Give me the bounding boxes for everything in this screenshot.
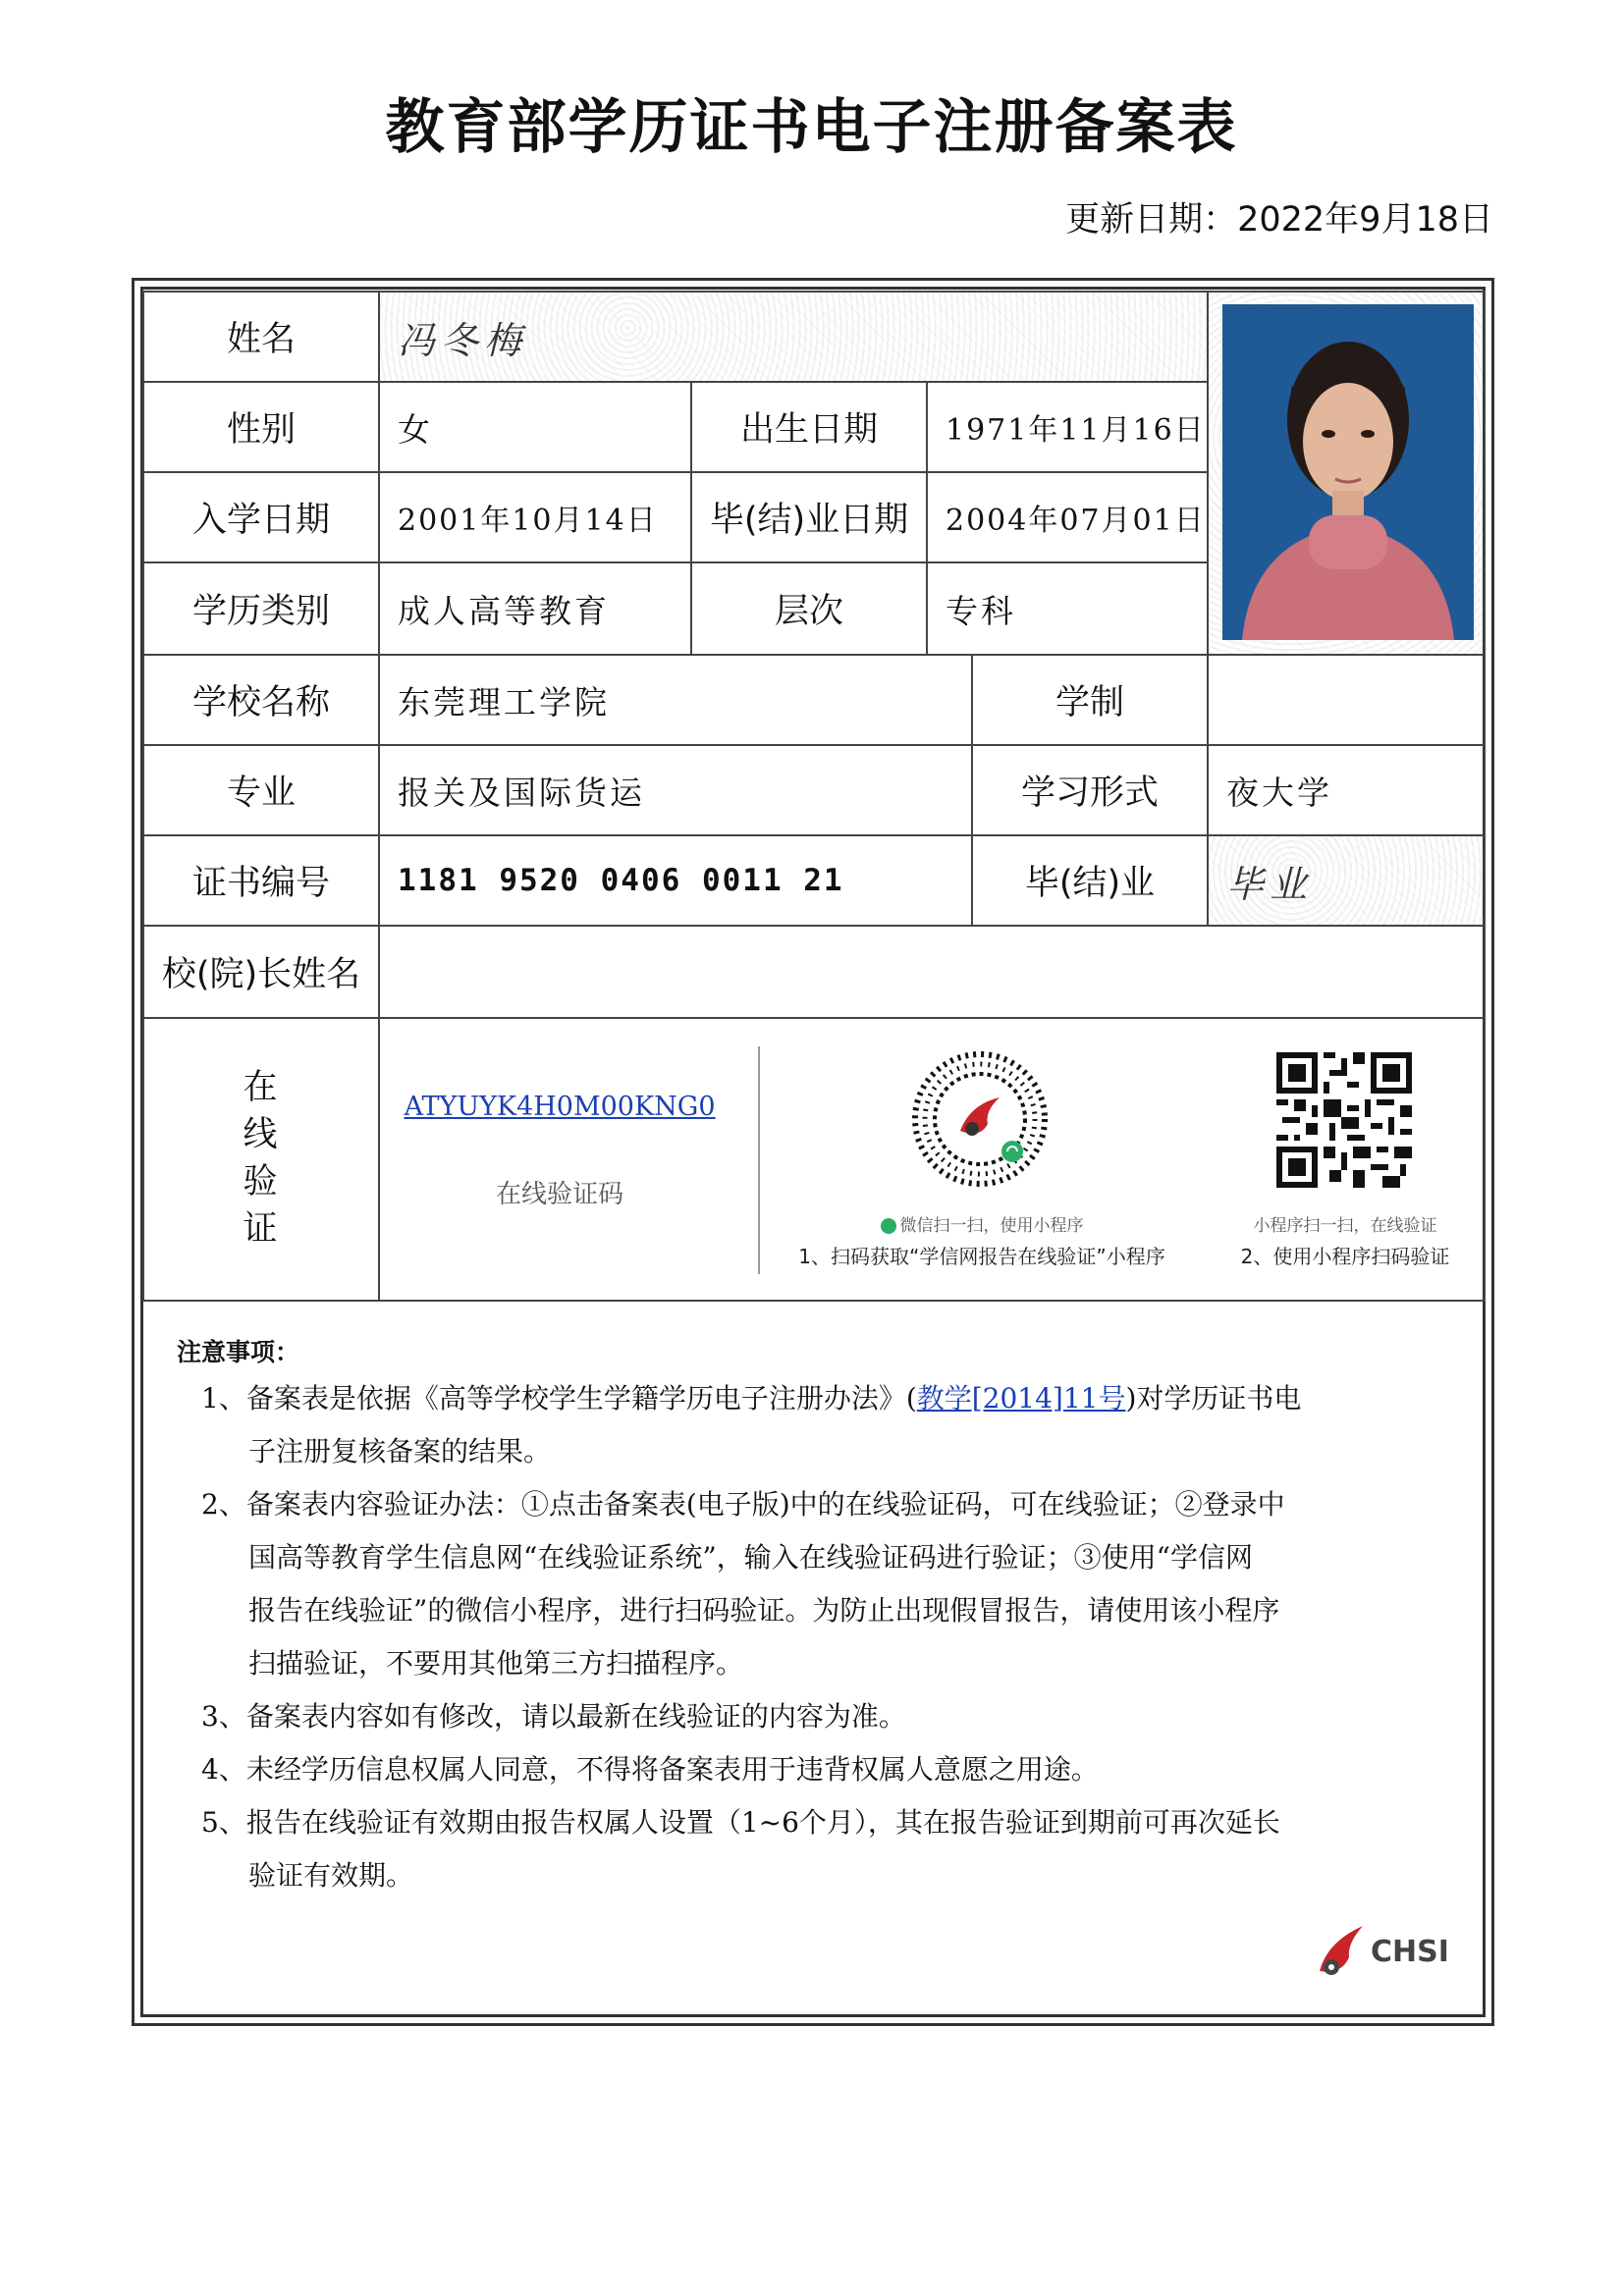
- verify-label: [142, 1021, 378, 1296]
- note-text: 验证有效期。: [248, 1859, 414, 1892]
- verify-char: 验: [243, 1162, 278, 1201]
- study-form-label: 学习形式: [971, 744, 1209, 836]
- step2-text: 2、使用小程序扫码验证: [1240, 1245, 1450, 1268]
- notes-list: [201, 1372, 1360, 1902]
- note-item: [201, 1531, 1360, 1584]
- level-label: 层次: [690, 561, 928, 656]
- school-value: 东莞理工学院: [378, 654, 973, 746]
- verify-char: 线: [243, 1115, 278, 1154]
- status-value: 毕业: [1207, 834, 1486, 927]
- name-label: 姓名: [142, 291, 380, 383]
- graduation-date-label: 毕(结)业日期: [690, 471, 928, 563]
- president-value: [378, 925, 1486, 1019]
- note-item: [201, 1478, 1360, 1531]
- chsi-logo: [1314, 1922, 1449, 1981]
- status-label: 毕(结)业: [971, 834, 1209, 927]
- note-item: [201, 1849, 1360, 1902]
- note-text: 3、备案表内容如有修改，请以最新在线验证的内容为准。: [201, 1700, 906, 1733]
- school-label: 学校名称: [142, 654, 380, 746]
- gender-value: 女: [378, 381, 692, 473]
- note-item: [201, 1425, 1360, 1478]
- duration-value: [1207, 654, 1486, 746]
- birth-value: 1971年11月16日: [926, 381, 1209, 473]
- wechat-icon: [881, 1218, 896, 1234]
- note-item: [201, 1690, 1360, 1743]
- major-value: 报关及国际货运: [378, 744, 973, 836]
- note-item: [201, 1637, 1360, 1690]
- mini-caption-text: 微信扫一扫，使用小程序: [899, 1216, 1084, 1236]
- graduation-date-value: 2004年07月01日: [926, 471, 1209, 563]
- notes-title: 注意事项：: [177, 1338, 300, 1366]
- mini-program-code[interactable]: [911, 1050, 1049, 1188]
- note-text: 1、备案表是依据《高等学校学生学籍学历电子注册办法》(: [201, 1382, 917, 1415]
- name-value: 冯冬梅: [378, 291, 1209, 383]
- certificate-label: 证书编号: [142, 834, 380, 927]
- note-text: )对学历证书电: [1125, 1382, 1302, 1415]
- verification-code-caption: 在线验证码: [495, 1180, 623, 1209]
- gender-label: 性别: [142, 381, 380, 473]
- birth-label: 出生日期: [690, 381, 928, 473]
- step1-text: 1、扫码获取“学信网报告在线验证”小程序: [798, 1245, 1165, 1268]
- category-value: 成人高等教育: [378, 561, 692, 656]
- note-text: 扫描验证，不要用其他第三方扫描程序。: [248, 1647, 744, 1680]
- study-form-value: 夜大学: [1207, 744, 1486, 836]
- level-value: 专科: [926, 561, 1209, 656]
- note-text: 2、备案表内容验证办法：①点击备案表(电子版)中的在线验证码，可在线验证；②登录中: [201, 1488, 1285, 1521]
- note-text: 4、未经学历信息权属人同意，不得将备案表用于违背权属人意愿之用途。: [201, 1753, 1099, 1786]
- note-text: 子注册复核备案的结果。: [248, 1435, 552, 1468]
- president-label: 校(院)长姓名: [142, 925, 380, 1019]
- note-text: 报告在线验证”的微信小程序，进行扫码验证。为防止出现假冒报告，请使用该小程序: [248, 1594, 1280, 1627]
- mini-program-caption: [854, 1211, 1109, 1236]
- student-photo: [1222, 304, 1474, 640]
- note-item: [201, 1796, 1360, 1849]
- major-label: 专业: [142, 744, 380, 836]
- divider: [758, 1046, 760, 1274]
- note-item: [201, 1743, 1360, 1796]
- enroll-value: 2001年10月14日: [378, 471, 692, 563]
- qr-code[interactable]: [1276, 1052, 1412, 1188]
- document-title: 教育部学历证书电子注册备案表: [385, 93, 1238, 162]
- qr-caption: 小程序扫一扫，在线验证: [1253, 1216, 1437, 1236]
- update-date: 更新日期：2022年9月18日: [1065, 200, 1493, 240]
- chsi-bird-icon: [1314, 1922, 1367, 1981]
- verify-char: 证: [243, 1209, 278, 1249]
- duration-label: 学制: [971, 654, 1209, 746]
- chsi-logo-text: CHSI: [1371, 1934, 1449, 1969]
- certificate-number: 1181 9520 0406 0011 21: [378, 834, 973, 927]
- enroll-label: 入学日期: [142, 471, 380, 563]
- note-text: 5、报告在线验证有效期由报告权属人设置（1~6个月），其在报告验证到期前可再次延长: [201, 1806, 1280, 1839]
- note-text: 国高等教育学生信息网“在线验证系统”，输入在线验证码进行验证；③使用“学信网: [248, 1541, 1253, 1574]
- verification-code-link[interactable]: ATYUYK4H0M00KNG0: [404, 1092, 716, 1122]
- note-item: [201, 1372, 1360, 1425]
- category-label: 学历类别: [142, 561, 380, 656]
- note-item: [201, 1584, 1360, 1637]
- verify-char: 在: [243, 1068, 278, 1107]
- regulation-link[interactable]: 教学[2014]11号: [916, 1382, 1126, 1415]
